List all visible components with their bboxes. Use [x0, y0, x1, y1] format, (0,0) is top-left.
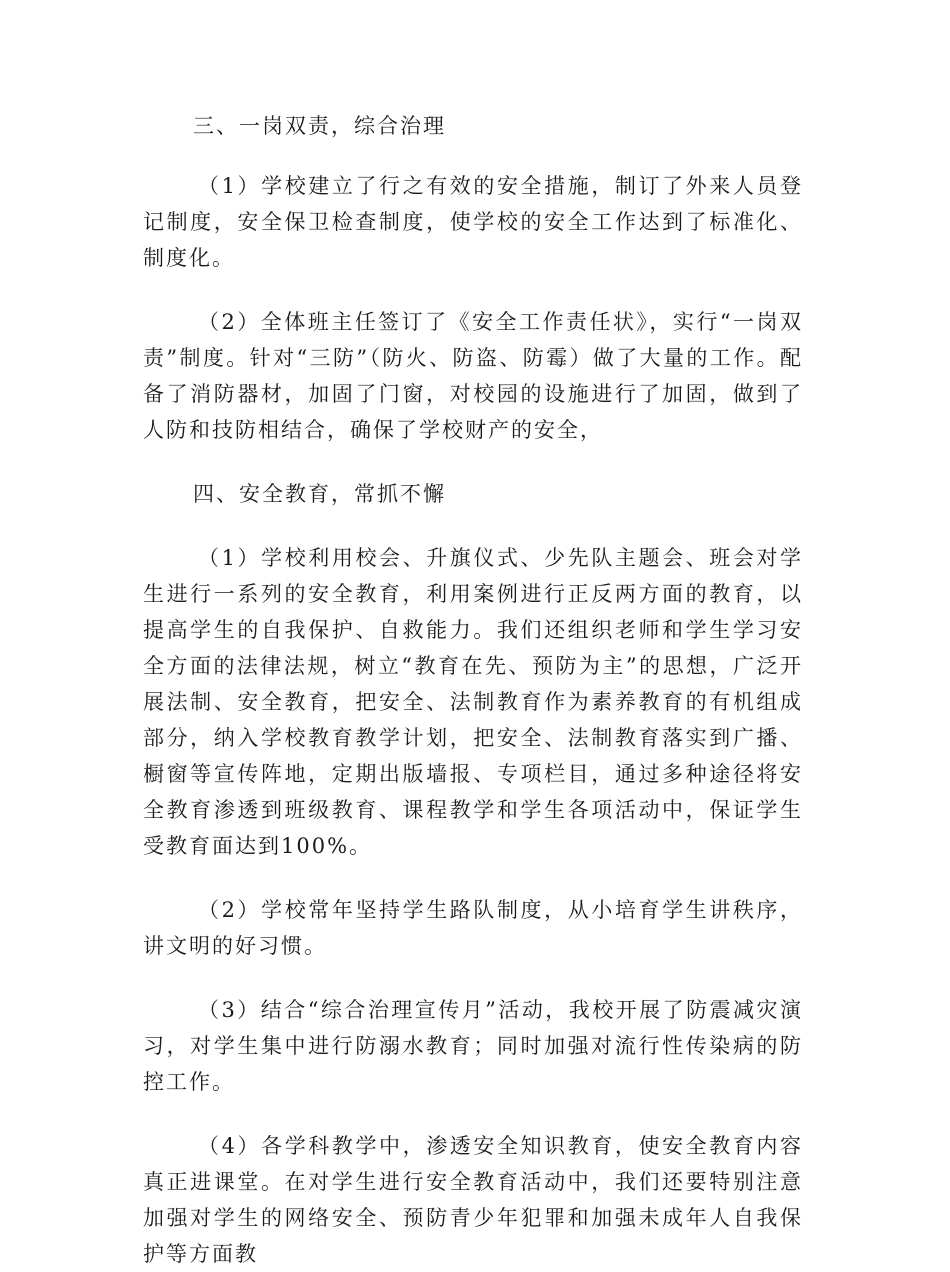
paragraph-4-3: （3）结合“综合治理宣传月”活动，我校开展了防震减灾演习，对学生集中进行防溺水教育；同时加强对流行性传染病的防控工作。 [143, 998, 803, 1094]
paragraph-4-4: （4）各学科教学中，渗透安全知识教育，使安全教育内容真正进课堂。在对学生进行安全教育活动中，我们还要特别注意加强对学生的网络安全、预防青少年犯罪和加强未成年人自我保护等方面教 [143, 1134, 803, 1266]
section-heading-3: 三、一岗双责，综合治理 [193, 114, 446, 138]
paragraph-4-2: （2）学校常年坚持学生路队制度，从小培育学生讲秩序，讲文明的好习惯。 [143, 898, 803, 958]
paragraph-3-2: （2）全体班主任签订了《安全工作责任状》，实行“一岗双责”制度。针对“三防”（防火、防盗、防霉）做了大量的工作。配备了消防器材，加固了门窗，对校园的设施进行了加固，做到了人防和技防相结合，确保了学校财产的安全， [143, 310, 803, 442]
paragraph-4-1: （1）学校利用校会、升旗仪式、少先队主题会、班会对学生进行一系列的安全教育，利用案例进行正反两方面的教育，以提高学生的自我保护、自救能力。我们还组织老师和学生学习安全方面的法律法规，树立“教育在先、预防为主”的思想，广泛开展法制、安全教育，把安全、法制教育作为素养教育的有机组成部分，纳入学校教育教学计划，把安全、法制教育落实到广播、橱窗等宣传阵地，定期出版墙报、专项栏目，通过多种途径将安全教育渗透到班级教育、课程教学和学生各项活动中，保证学生受教育面达到100%。 [143, 546, 803, 858]
paragraph-3-1: （1）学校建立了行之有效的安全措施，制订了外来人员登记制度，安全保卫检查制度，使学校的安全工作达到了标准化、制度化。 [143, 174, 803, 270]
document-body [143, 108, 803, 1272]
section-heading-4: 四、安全教育，常抓不懈 [193, 482, 446, 506]
